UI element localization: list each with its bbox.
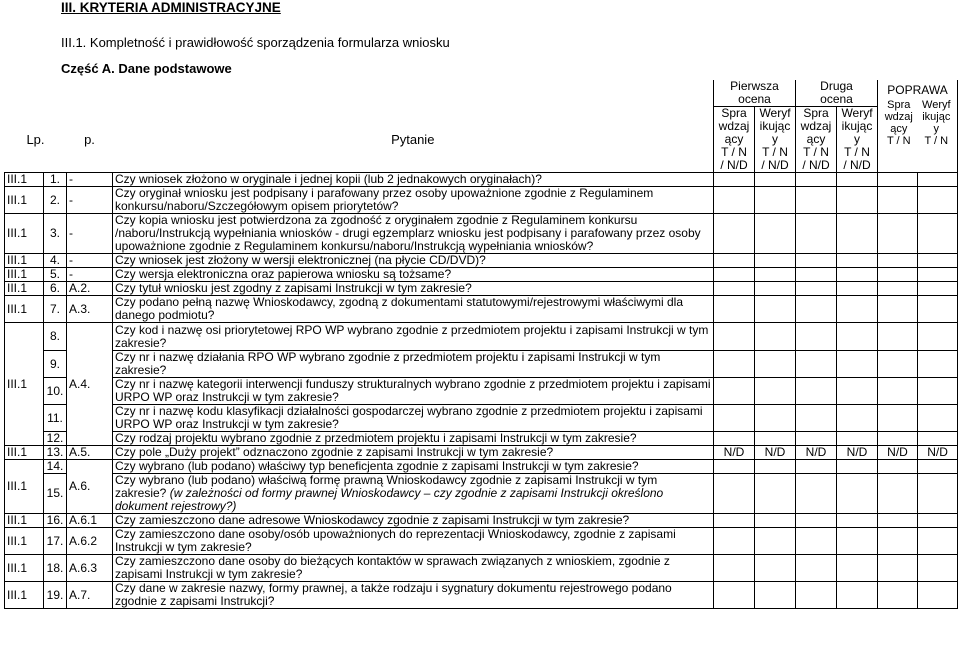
- answer-cell[interactable]: [837, 187, 878, 214]
- answer-cell[interactable]: [755, 351, 796, 378]
- answer-cell[interactable]: [878, 528, 918, 555]
- answer-cell[interactable]: [837, 296, 878, 323]
- row-part: A.6.: [67, 460, 113, 514]
- row-question: [113, 378, 714, 405]
- answer-cell[interactable]: [796, 323, 837, 351]
- answer-cell[interactable]: [755, 254, 796, 268]
- answer-cell[interactable]: [714, 214, 755, 254]
- table-row: [5, 214, 958, 254]
- answer-cell[interactable]: [714, 282, 755, 296]
- answer-cell[interactable]: [878, 296, 918, 323]
- answer-cell[interactable]: [878, 582, 918, 609]
- row-number: 17.: [44, 528, 67, 555]
- answer-cell[interactable]: [755, 187, 796, 214]
- row-question: [113, 474, 714, 514]
- answer-cell[interactable]: [837, 351, 878, 378]
- question-note: (w zależności od formy prawnej Wnioskodawcy – czy zgodnie z zapisami Instrukcji określono dokument rejestrowy?): [115, 486, 664, 513]
- answer-cell[interactable]: [918, 187, 958, 214]
- answer-cell[interactable]: [918, 268, 958, 282]
- row-question: [113, 214, 714, 254]
- row-lp: III.1: [5, 446, 44, 460]
- row-part: A.6.3: [67, 555, 113, 582]
- row-number: 12.: [44, 432, 67, 446]
- question-text: Czy nr i nazwę kategorii interwencji funduszy strukturalnych wybrano zgodnie z przedmiotem projektu i zapisami URPO WP oraz Instrukcji w tym zakresie?: [115, 377, 711, 404]
- row-lp: III.1: [5, 254, 44, 268]
- answer-cell[interactable]: N/D: [837, 446, 878, 460]
- header-checker-1: Spra wdzaj ący T / N / N/D: [714, 107, 755, 173]
- answer-cell[interactable]: [837, 173, 878, 187]
- row-question: [113, 173, 714, 187]
- answer-cell[interactable]: [878, 254, 918, 268]
- row-question: [113, 555, 714, 582]
- table-row: [5, 351, 958, 378]
- row-part: A.6.2: [67, 528, 113, 555]
- answer-cell[interactable]: [714, 173, 755, 187]
- header-verifier-1: Weryf ikując y T / N / N/D: [755, 107, 796, 173]
- header-second-assessment: Druga ocena: [796, 80, 878, 107]
- answer-cell[interactable]: [837, 282, 878, 296]
- answer-cell[interactable]: [837, 268, 878, 282]
- row-lp: III.1: [5, 514, 44, 528]
- answer-cell[interactable]: [796, 351, 837, 378]
- table-row: [5, 378, 958, 405]
- answer-cell[interactable]: [918, 296, 958, 323]
- question-text: Czy oryginał wniosku jest podpisany i parafowany przez osoby upoważnione zgodnie z Regulaminem konkursu/naboru/Szczegółowym opisem priorytetów?: [115, 186, 654, 213]
- table-row: [5, 282, 958, 296]
- header-first-assessment: Pierwsza ocena: [714, 80, 796, 107]
- answer-cell[interactable]: [755, 282, 796, 296]
- row-question: [113, 254, 714, 268]
- row-part: -: [67, 254, 113, 268]
- answer-cell[interactable]: [918, 282, 958, 296]
- row-question: [113, 514, 714, 528]
- answer-cell[interactable]: [714, 474, 755, 514]
- answer-cell[interactable]: [796, 282, 837, 296]
- question-text: Czy rodzaj projektu wybrano zgodnie z przedmiotem projektu i zapisami Instrukcji w tym zakresie?: [115, 431, 637, 445]
- table-row: [5, 514, 958, 528]
- answer-cell[interactable]: [796, 432, 837, 446]
- row-number: 16.: [44, 514, 67, 528]
- answer-cell[interactable]: [918, 514, 958, 528]
- table-row: [5, 528, 958, 555]
- question-text: Czy wybrano (lub podano) właściwy typ beneficjenta zgodnie z zapisami Instrukcji w tym zakresie?: [115, 459, 639, 473]
- row-question: [113, 282, 714, 296]
- answer-cell[interactable]: [755, 432, 796, 446]
- answer-cell[interactable]: [714, 323, 755, 351]
- row-part: A.2.: [67, 282, 113, 296]
- row-part: -: [67, 187, 113, 214]
- row-lp: III.1: [5, 460, 44, 514]
- answer-cell[interactable]: [714, 514, 755, 528]
- answer-cell[interactable]: N/D: [755, 446, 796, 460]
- question-text: Czy wybrano (lub podano) właściwą formę prawną Wnioskodawcy zgodnie z zapisami Instrukcji w tym zakresie?: [115, 473, 658, 500]
- question-text: Czy wniosek jest złożony w wersji elektronicznej (na płycie CD/DVD)?: [115, 253, 486, 267]
- answer-cell[interactable]: [755, 268, 796, 282]
- answer-cell[interactable]: [918, 555, 958, 582]
- answer-cell[interactable]: [755, 514, 796, 528]
- answer-cell[interactable]: [878, 474, 918, 514]
- table-row: [5, 254, 958, 268]
- answer-cell[interactable]: [837, 555, 878, 582]
- answer-cell[interactable]: [918, 528, 958, 555]
- row-number: 10.: [44, 378, 67, 405]
- answer-cell[interactable]: [918, 474, 958, 514]
- question-text: Czy zamieszczono dane adresowe Wnioskodawcy zgodnie z zapisami Instrukcji w tym zakresie?: [115, 513, 630, 527]
- answer-cell[interactable]: [714, 528, 755, 555]
- question-text: Czy podano pełną nazwę Wnioskodawcy, zgodną z dokumentami statutowymi/rejestrowymi właściwymi dla danego podmiotu?: [115, 295, 684, 322]
- row-lp: III.1: [5, 528, 44, 555]
- row-part: A.6.1: [67, 514, 113, 528]
- row-part: A.4.: [67, 323, 113, 446]
- question-text: Czy pole „Duży projekt” odznaczono zgodnie z zapisami Instrukcji w tym zakresie?: [115, 445, 554, 459]
- table-row: [5, 446, 958, 460]
- answer-cell[interactable]: [837, 432, 878, 446]
- answer-cell[interactable]: [878, 432, 918, 446]
- answer-cell[interactable]: [755, 582, 796, 609]
- answer-cell[interactable]: [796, 268, 837, 282]
- row-lp: III.1: [5, 214, 44, 254]
- row-number: 13.: [44, 446, 67, 460]
- answer-cell[interactable]: [755, 296, 796, 323]
- answer-cell[interactable]: [714, 296, 755, 323]
- answer-cell[interactable]: [755, 173, 796, 187]
- answer-cell[interactable]: [755, 460, 796, 474]
- row-number: 8.: [44, 323, 67, 351]
- row-number: 9.: [44, 351, 67, 378]
- question-text: Czy kod i nazwę osi priorytetowej RPO WP wybrano zgodnie z przedmiotem projektu i zapisami Instrukcji w tym zakresie?: [115, 322, 709, 350]
- question-text: Czy zamieszczono dane osoby do bieżących kontaktów w sprawach związanych z wnioskiem, zgodnie z zapisami Instrukcji w tym zakresie?: [115, 554, 670, 581]
- header-checker-2: Spra wdzaj ący T / N / N/D: [796, 107, 837, 173]
- answer-cell[interactable]: [837, 254, 878, 268]
- answer-cell[interactable]: [918, 173, 958, 187]
- answer-cell[interactable]: N/D: [796, 446, 837, 460]
- row-lp: III.1: [5, 323, 44, 446]
- header-row-2: [5, 107, 958, 173]
- row-question: [113, 351, 714, 378]
- answer-cell[interactable]: [878, 187, 918, 214]
- answer-cell[interactable]: [918, 351, 958, 378]
- row-number: 15.: [44, 474, 67, 514]
- answer-cell[interactable]: [918, 378, 958, 405]
- answer-cell[interactable]: [878, 405, 918, 432]
- question-text: Czy zamieszczono dane osoby/osób upoważnionych do reprezentacji Wnioskodawcy, zgodnie z zapisami Instrukcji w tym zakresie?: [115, 527, 676, 554]
- answer-cell[interactable]: [796, 582, 837, 609]
- answer-cell[interactable]: [755, 405, 796, 432]
- row-lp: III.1: [5, 187, 44, 214]
- question-text: Czy tytuł wniosku jest zgodny z zapisami Instrukcji w tym zakresie?: [115, 281, 472, 295]
- answer-cell[interactable]: [918, 323, 958, 351]
- question-text: Czy nr i nazwę działania RPO WP wybrano zgodnie z przedmiotem projektu i zapisami Instrukcji w tym zakresie?: [115, 350, 661, 377]
- answer-cell[interactable]: [714, 460, 755, 474]
- answer-cell[interactable]: [837, 378, 878, 405]
- answer-cell[interactable]: [714, 268, 755, 282]
- question-text: Czy nr i nazwę kodu klasyfikacji działalności gospodarczej wybrano zgodnie z przedmiotem projektu i zapisami URPO WP oraz Instrukcji w tym zakresie?: [115, 404, 703, 431]
- answer-cell[interactable]: [796, 528, 837, 555]
- answer-cell[interactable]: [796, 460, 837, 474]
- row-number: 2.: [44, 187, 67, 214]
- table-row: [5, 460, 958, 474]
- answer-cell[interactable]: [714, 378, 755, 405]
- answer-cell[interactable]: [878, 378, 918, 405]
- answer-cell[interactable]: [918, 405, 958, 432]
- row-part: -: [67, 214, 113, 254]
- header-lp: Lp.: [5, 107, 67, 173]
- row-number: 6.: [44, 282, 67, 296]
- answer-cell[interactable]: [755, 323, 796, 351]
- answer-cell[interactable]: [796, 555, 837, 582]
- answer-cell[interactable]: [878, 173, 918, 187]
- table-row: [5, 187, 958, 214]
- row-lp: III.1: [5, 582, 44, 609]
- row-question: [113, 460, 714, 474]
- row-number: 3.: [44, 214, 67, 254]
- part-heading: Część A. Dane podstawowe: [61, 61, 232, 76]
- row-question: [113, 296, 714, 323]
- row-question: [113, 323, 714, 351]
- row-lp: III.1: [5, 296, 44, 323]
- answer-cell[interactable]: [796, 173, 837, 187]
- answer-cell[interactable]: [796, 514, 837, 528]
- answer-cell[interactable]: N/D: [878, 446, 918, 460]
- answer-cell[interactable]: [755, 474, 796, 514]
- row-question: [113, 187, 714, 214]
- answer-cell[interactable]: [714, 187, 755, 214]
- question-text: Czy wniosek złożono w oryginale i jednej kopii (lub 2 jednakowych oryginałach)?: [115, 172, 542, 186]
- answer-cell[interactable]: [918, 432, 958, 446]
- row-lp: III.1: [5, 268, 44, 282]
- question-text: Czy wersja elektroniczna oraz papierowa wniosku są tożsame?: [115, 267, 452, 281]
- table-row: [5, 582, 958, 609]
- header-question: Pytanie: [113, 107, 714, 173]
- row-question: [113, 528, 714, 555]
- question-text: Czy kopia wniosku jest potwierdzona za zgodność z oryginałem zgodnie z Regulaminem konkursu /naboru/Instrukcją wypełniania wniosków - drugi egzemplarz wniosku jest podpisany i parafowany przez osoby upoważnione zgodnie z Regulaminem konkursu/naboru/Instrukcją wypełniania wniosków?: [115, 213, 701, 253]
- row-number: 1.: [44, 173, 67, 187]
- answer-cell[interactable]: [837, 405, 878, 432]
- answer-cell[interactable]: [918, 254, 958, 268]
- answer-cell[interactable]: [755, 555, 796, 582]
- table-row: [5, 323, 958, 351]
- answer-cell[interactable]: [918, 460, 958, 474]
- row-question: [113, 268, 714, 282]
- row-number: 7.: [44, 296, 67, 323]
- answer-cell[interactable]: [878, 351, 918, 378]
- row-question: [113, 446, 714, 460]
- answer-cell[interactable]: [837, 582, 878, 609]
- answer-cell[interactable]: [837, 323, 878, 351]
- answer-cell[interactable]: [837, 214, 878, 254]
- answer-cell[interactable]: [918, 214, 958, 254]
- header-row: [5, 80, 958, 107]
- table-row: [5, 405, 958, 432]
- answer-cell[interactable]: [878, 514, 918, 528]
- header-correction: POPRAWA Spra wdzaj ący T / N Weryf ikując y T / N: [878, 80, 958, 173]
- row-number: 4.: [44, 254, 67, 268]
- answer-cell[interactable]: [878, 323, 918, 351]
- answer-cell[interactable]: [755, 378, 796, 405]
- answer-cell[interactable]: [796, 187, 837, 214]
- answer-cell[interactable]: [878, 268, 918, 282]
- answer-cell[interactable]: [837, 514, 878, 528]
- row-number: 14.: [44, 460, 67, 474]
- answer-cell[interactable]: N/D: [714, 446, 755, 460]
- answer-cell[interactable]: [796, 254, 837, 268]
- answer-cell[interactable]: [755, 214, 796, 254]
- table-row: [5, 555, 958, 582]
- answer-cell[interactable]: [837, 474, 878, 514]
- header-verifier-2: Weryf ikując y T / N / N/D: [837, 107, 878, 173]
- answer-cell[interactable]: [837, 460, 878, 474]
- section-heading: III. KRYTERIA ADMINISTRACYJNE: [61, 0, 281, 15]
- answer-cell[interactable]: [837, 528, 878, 555]
- answer-cell[interactable]: [714, 432, 755, 446]
- row-part: A.5.: [67, 446, 113, 460]
- row-lp: III.1: [5, 555, 44, 582]
- header-p: p.: [67, 107, 113, 173]
- answer-cell[interactable]: [878, 555, 918, 582]
- answer-cell[interactable]: [796, 296, 837, 323]
- table-row: [5, 474, 958, 514]
- criteria-table: [4, 80, 958, 609]
- row-lp: III.1: [5, 282, 44, 296]
- answer-cell[interactable]: [714, 405, 755, 432]
- row-part: -: [67, 173, 113, 187]
- table-row: [5, 268, 958, 282]
- answer-cell[interactable]: [714, 254, 755, 268]
- answer-cell[interactable]: [878, 282, 918, 296]
- answer-cell[interactable]: [878, 460, 918, 474]
- answer-cell[interactable]: [714, 351, 755, 378]
- table-row: [5, 173, 958, 187]
- answer-cell[interactable]: [755, 528, 796, 555]
- row-number: 5.: [44, 268, 67, 282]
- answer-cell[interactable]: [918, 582, 958, 609]
- answer-cell[interactable]: [796, 474, 837, 514]
- row-question: [113, 582, 714, 609]
- row-part: -: [67, 268, 113, 282]
- answer-cell[interactable]: [714, 555, 755, 582]
- answer-cell[interactable]: [878, 214, 918, 254]
- table-row: [5, 296, 958, 323]
- row-lp: III.1: [5, 173, 44, 187]
- row-question: [113, 405, 714, 432]
- row-question: [113, 432, 714, 446]
- row-part: A.7.: [67, 582, 113, 609]
- answer-cell[interactable]: [796, 378, 837, 405]
- answer-cell[interactable]: [796, 214, 837, 254]
- row-number: 18.: [44, 555, 67, 582]
- answer-cell[interactable]: [714, 582, 755, 609]
- subsection-heading: III.1. Kompletność i prawidłowość sporządzenia formularza wniosku: [61, 35, 450, 50]
- answer-cell[interactable]: N/D: [918, 446, 958, 460]
- row-part: A.3.: [67, 296, 113, 323]
- row-number: 19.: [44, 582, 67, 609]
- row-number: 11.: [44, 405, 67, 432]
- answer-cell[interactable]: [796, 405, 837, 432]
- question-text: Czy dane w zakresie nazwy, formy prawnej, a także rodzaju i sygnatury dokumentu rejestrowego podano zgodnie z zapisami Instrukcji?: [115, 581, 672, 608]
- table-row: [5, 432, 958, 446]
